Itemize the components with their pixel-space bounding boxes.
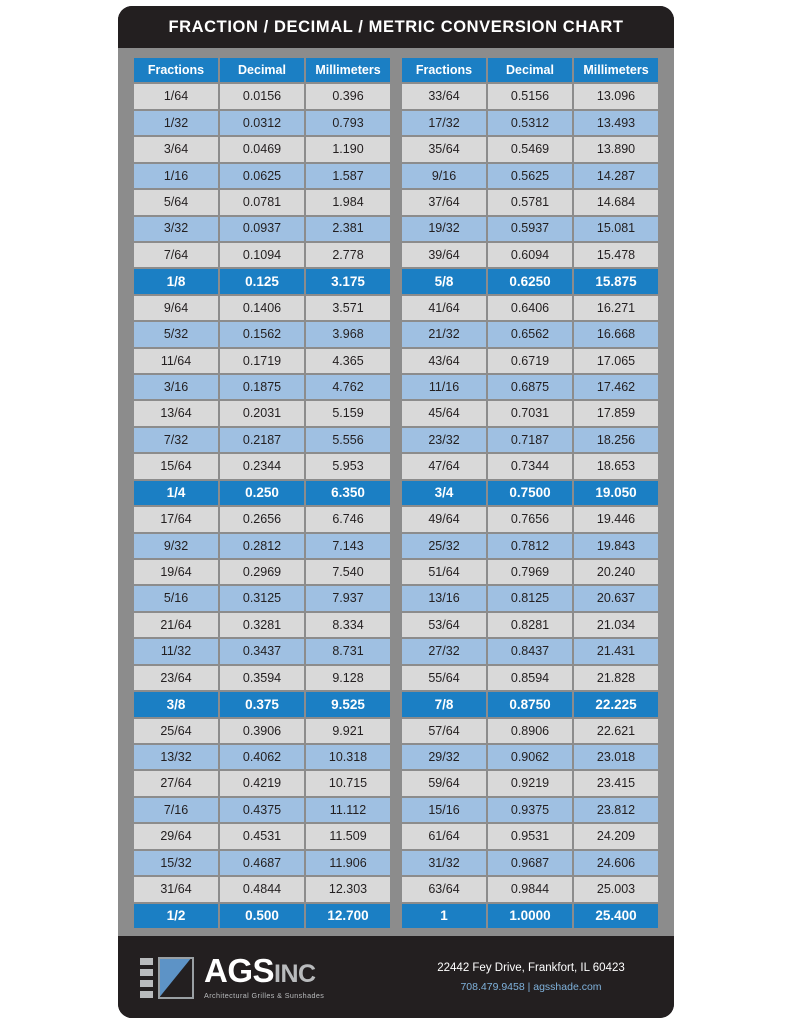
fraction-cell: 43/64 (402, 349, 486, 373)
decimal-cell: 0.7969 (488, 560, 572, 584)
fraction-cell: 59/64 (402, 771, 486, 795)
millimeter-cell: 0.793 (306, 111, 390, 135)
company-logo (140, 954, 400, 1000)
decimal-cell: 0.1562 (220, 322, 304, 346)
fraction-cell: 11/32 (134, 639, 218, 663)
fraction-cell: 19/32 (402, 217, 486, 241)
table-row (134, 375, 390, 399)
fraction-cell: 23/64 (134, 666, 218, 690)
millimeter-cell: 6.746 (306, 507, 390, 531)
millimeter-cell: 19.050 (574, 481, 658, 505)
decimal-cell: 0.250 (220, 481, 304, 505)
table-row (134, 296, 390, 320)
fraction-cell: 9/32 (134, 534, 218, 558)
millimeter-cell: 25.003 (574, 877, 658, 901)
table-row (134, 851, 390, 875)
table-header-row (134, 58, 390, 82)
millimeter-cell: 6.350 (306, 481, 390, 505)
table-row (402, 111, 658, 135)
fraction-cell: 7/64 (134, 243, 218, 267)
millimeter-cell: 9.128 (306, 666, 390, 690)
fraction-cell: 5/64 (134, 190, 218, 214)
column-header: Fractions (402, 58, 486, 82)
ags-logo-icon (140, 954, 196, 1000)
millimeter-cell: 16.271 (574, 296, 658, 320)
decimal-cell: 0.4844 (220, 877, 304, 901)
table-row (134, 269, 390, 293)
table-row (402, 745, 658, 769)
millimeter-cell: 14.684 (574, 190, 658, 214)
millimeter-cell: 18.653 (574, 454, 658, 478)
table-row (402, 666, 658, 690)
fraction-cell: 7/32 (134, 428, 218, 452)
decimal-cell: 0.125 (220, 269, 304, 293)
fraction-cell: 33/64 (402, 84, 486, 108)
decimal-cell: 0.0781 (220, 190, 304, 214)
column-header: Millimeters (306, 58, 390, 82)
millimeter-cell: 25.400 (574, 904, 658, 928)
fraction-cell: 15/64 (134, 454, 218, 478)
decimal-cell: 0.2969 (220, 560, 304, 584)
table-row (402, 824, 658, 848)
title-bar (118, 6, 674, 48)
decimal-cell: 0.4687 (220, 851, 304, 875)
left-table (134, 58, 390, 928)
table-row (402, 243, 658, 267)
decimal-cell: 0.5781 (488, 190, 572, 214)
decimal-cell: 0.6875 (488, 375, 572, 399)
decimal-cell: 0.7500 (488, 481, 572, 505)
decimal-cell: 0.1094 (220, 243, 304, 267)
table-row (402, 269, 658, 293)
fraction-cell: 15/16 (402, 798, 486, 822)
fraction-cell: 63/64 (402, 877, 486, 901)
millimeter-cell: 2.778 (306, 243, 390, 267)
decimal-cell: 0.9375 (488, 798, 572, 822)
decimal-cell: 0.9219 (488, 771, 572, 795)
millimeter-cell: 20.637 (574, 586, 658, 610)
table-row (134, 190, 390, 214)
millimeter-cell: 11.509 (306, 824, 390, 848)
millimeter-cell: 11.112 (306, 798, 390, 822)
millimeter-cell: 17.462 (574, 375, 658, 399)
table-row (402, 877, 658, 901)
table-row (402, 771, 658, 795)
decimal-cell: 0.6250 (488, 269, 572, 293)
fraction-cell: 45/64 (402, 401, 486, 425)
fraction-cell: 29/32 (402, 745, 486, 769)
logo-inc-text: INC (274, 960, 316, 988)
table-row (134, 243, 390, 267)
decimal-cell: 0.7187 (488, 428, 572, 452)
fraction-cell: 39/64 (402, 243, 486, 267)
millimeter-cell: 20.240 (574, 560, 658, 584)
decimal-cell: 0.5937 (488, 217, 572, 241)
logo-tagline: Architectural Grilles & Sunshades (204, 991, 325, 1000)
table-row (134, 84, 390, 108)
millimeter-cell: 8.731 (306, 639, 390, 663)
table-row (134, 322, 390, 346)
fraction-cell: 55/64 (402, 666, 486, 690)
fraction-cell: 11/16 (402, 375, 486, 399)
millimeter-cell: 21.828 (574, 666, 658, 690)
millimeter-cell: 23.812 (574, 798, 658, 822)
decimal-cell: 0.6719 (488, 349, 572, 373)
millimeter-cell: 24.606 (574, 851, 658, 875)
table-row (134, 481, 390, 505)
millimeter-cell: 13.493 (574, 111, 658, 135)
millimeter-cell: 18.256 (574, 428, 658, 452)
millimeter-cell: 3.175 (306, 269, 390, 293)
table-row (402, 190, 658, 214)
millimeter-cell: 4.365 (306, 349, 390, 373)
decimal-cell: 0.9062 (488, 745, 572, 769)
fraction-cell: 13/64 (134, 401, 218, 425)
millimeter-cell: 10.715 (306, 771, 390, 795)
fraction-cell: 3/8 (134, 692, 218, 716)
millimeter-cell: 14.287 (574, 164, 658, 188)
millimeter-cell: 12.700 (306, 904, 390, 928)
fraction-cell: 47/64 (402, 454, 486, 478)
fraction-cell: 5/8 (402, 269, 486, 293)
fraction-cell: 3/32 (134, 217, 218, 241)
table-row (134, 534, 390, 558)
fraction-cell: 23/32 (402, 428, 486, 452)
decimal-cell: 0.7656 (488, 507, 572, 531)
fraction-cell: 49/64 (402, 507, 486, 531)
decimal-cell: 0.3437 (220, 639, 304, 663)
millimeter-cell: 1.190 (306, 137, 390, 161)
millimeter-cell: 15.081 (574, 217, 658, 241)
decimal-cell: 0.1719 (220, 349, 304, 373)
millimeter-cell: 12.303 (306, 877, 390, 901)
millimeter-cell: 4.762 (306, 375, 390, 399)
column-header: Millimeters (574, 58, 658, 82)
fraction-cell: 3/4 (402, 481, 486, 505)
table-row (134, 454, 390, 478)
decimal-cell: 0.9687 (488, 851, 572, 875)
column-header: Decimal (220, 58, 304, 82)
table-row (402, 428, 658, 452)
decimal-cell: 0.9531 (488, 824, 572, 848)
column-header: Fractions (134, 58, 218, 82)
millimeter-cell: 2.381 (306, 217, 390, 241)
millimeter-cell: 21.034 (574, 613, 658, 637)
decimal-cell: 0.2656 (220, 507, 304, 531)
table-row (402, 613, 658, 637)
millimeter-cell: 9.525 (306, 692, 390, 716)
decimal-cell: 0.0156 (220, 84, 304, 108)
table-row (402, 507, 658, 531)
millimeter-cell: 15.478 (574, 243, 658, 267)
fraction-cell: 3/64 (134, 137, 218, 161)
decimal-cell: 0.0937 (220, 217, 304, 241)
table-row (402, 296, 658, 320)
millimeter-cell: 1.984 (306, 190, 390, 214)
decimal-cell: 0.0625 (220, 164, 304, 188)
fraction-cell: 51/64 (402, 560, 486, 584)
decimal-cell: 0.375 (220, 692, 304, 716)
decimal-cell: 0.8750 (488, 692, 572, 716)
table-row (134, 824, 390, 848)
fraction-cell: 27/64 (134, 771, 218, 795)
decimal-cell: 0.6094 (488, 243, 572, 267)
table-row (402, 401, 658, 425)
fraction-cell: 5/32 (134, 322, 218, 346)
millimeter-cell: 5.159 (306, 401, 390, 425)
decimal-cell: 0.5312 (488, 111, 572, 135)
millimeter-cell: 8.334 (306, 613, 390, 637)
decimal-cell: 0.7344 (488, 454, 572, 478)
table-row (402, 560, 658, 584)
table-row (402, 851, 658, 875)
logo-text (204, 954, 324, 1000)
decimal-cell: 0.3906 (220, 719, 304, 743)
fraction-cell: 57/64 (402, 719, 486, 743)
fraction-cell: 53/64 (402, 613, 486, 637)
table-row (134, 560, 390, 584)
table-row (402, 375, 658, 399)
millimeter-cell: 17.065 (574, 349, 658, 373)
millimeter-cell: 22.621 (574, 719, 658, 743)
decimal-cell: 0.4219 (220, 771, 304, 795)
table-row (134, 164, 390, 188)
decimal-cell: 0.3594 (220, 666, 304, 690)
column-header: Decimal (488, 58, 572, 82)
logo-main-text: AGS (204, 952, 275, 989)
decimal-cell: 0.2187 (220, 428, 304, 452)
millimeter-cell: 0.396 (306, 84, 390, 108)
millimeter-cell: 7.937 (306, 586, 390, 610)
decimal-cell: 0.2031 (220, 401, 304, 425)
fraction-cell: 1/32 (134, 111, 218, 135)
table-row (134, 507, 390, 531)
decimal-cell: 0.6562 (488, 322, 572, 346)
decimal-cell: 0.3281 (220, 613, 304, 637)
decimal-cell: 1.0000 (488, 904, 572, 928)
millimeter-cell: 7.143 (306, 534, 390, 558)
logo-wordmark (204, 954, 324, 987)
fraction-cell: 19/64 (134, 560, 218, 584)
table-row (402, 586, 658, 610)
decimal-cell: 0.4531 (220, 824, 304, 848)
decimal-cell: 0.1875 (220, 375, 304, 399)
fraction-cell: 1/16 (134, 164, 218, 188)
millimeter-cell: 7.540 (306, 560, 390, 584)
decimal-cell: 0.8437 (488, 639, 572, 663)
decimal-cell: 0.500 (220, 904, 304, 928)
fraction-cell: 37/64 (402, 190, 486, 214)
tables-area (118, 48, 674, 936)
table-row (134, 586, 390, 610)
millimeter-cell: 1.587 (306, 164, 390, 188)
table-row (134, 217, 390, 241)
fraction-cell: 61/64 (402, 824, 486, 848)
table-row (402, 639, 658, 663)
fraction-cell: 29/64 (134, 824, 218, 848)
table-row (402, 217, 658, 241)
fraction-cell: 1/2 (134, 904, 218, 928)
millimeter-cell: 3.571 (306, 296, 390, 320)
table-row (134, 719, 390, 743)
table-row (402, 798, 658, 822)
fraction-cell: 1/64 (134, 84, 218, 108)
address-line: 22442 Fey Drive, Frankfort, IL 60423 (437, 961, 625, 974)
table-row (134, 666, 390, 690)
fraction-cell: 5/16 (134, 586, 218, 610)
fraction-cell: 35/64 (402, 137, 486, 161)
fraction-cell: 41/64 (402, 296, 486, 320)
fraction-cell: 15/32 (134, 851, 218, 875)
table-row (402, 164, 658, 188)
table-row (402, 454, 658, 478)
decimal-cell: 0.4062 (220, 745, 304, 769)
table-row (402, 719, 658, 743)
table-row (402, 137, 658, 161)
fraction-cell: 13/32 (134, 745, 218, 769)
millimeter-cell: 5.556 (306, 428, 390, 452)
millimeter-cell: 5.953 (306, 454, 390, 478)
table-row (134, 349, 390, 373)
table-row (134, 111, 390, 135)
decimal-cell: 0.5469 (488, 137, 572, 161)
conversion-chart-card (118, 6, 674, 1018)
decimal-cell: 0.8906 (488, 719, 572, 743)
table-row (402, 84, 658, 108)
fraction-cell: 27/32 (402, 639, 486, 663)
table-row (134, 401, 390, 425)
table-row (134, 798, 390, 822)
table-row (134, 639, 390, 663)
millimeter-cell: 13.890 (574, 137, 658, 161)
decimal-cell: 0.5156 (488, 84, 572, 108)
table-row (402, 481, 658, 505)
millimeter-cell: 15.875 (574, 269, 658, 293)
decimal-cell: 0.9844 (488, 877, 572, 901)
fraction-cell: 17/64 (134, 507, 218, 531)
decimal-cell: 0.8125 (488, 586, 572, 610)
decimal-cell: 0.5625 (488, 164, 572, 188)
decimal-cell: 0.0469 (220, 137, 304, 161)
table-row (402, 534, 658, 558)
page-title: FRACTION / DECIMAL / METRIC CONVERSION CHART (168, 17, 624, 36)
footer (118, 936, 674, 1018)
millimeter-cell: 9.921 (306, 719, 390, 743)
fraction-cell: 17/32 (402, 111, 486, 135)
right-table (402, 58, 658, 928)
decimal-cell: 0.1406 (220, 296, 304, 320)
millimeter-cell: 11.906 (306, 851, 390, 875)
millimeter-cell: 19.446 (574, 507, 658, 531)
phone-website-line: 708.479.9458 | agsshade.com (460, 980, 602, 993)
table-row (134, 877, 390, 901)
table-row (134, 428, 390, 452)
table-row (134, 771, 390, 795)
millimeter-cell: 22.225 (574, 692, 658, 716)
fraction-cell: 9/64 (134, 296, 218, 320)
table-row (402, 349, 658, 373)
fraction-cell: 21/32 (402, 322, 486, 346)
fraction-cell: 25/64 (134, 719, 218, 743)
millimeter-cell: 24.209 (574, 824, 658, 848)
fraction-cell: 1 (402, 904, 486, 928)
millimeter-cell: 19.843 (574, 534, 658, 558)
decimal-cell: 0.0312 (220, 111, 304, 135)
fraction-cell: 13/16 (402, 586, 486, 610)
fraction-cell: 1/8 (134, 269, 218, 293)
millimeter-cell: 16.668 (574, 322, 658, 346)
contact-info (400, 958, 652, 997)
decimal-cell: 0.8594 (488, 666, 572, 690)
millimeter-cell: 23.415 (574, 771, 658, 795)
millimeter-cell: 21.431 (574, 639, 658, 663)
millimeter-cell: 10.318 (306, 745, 390, 769)
table-row (134, 137, 390, 161)
fraction-cell: 7/16 (134, 798, 218, 822)
table-row (134, 692, 390, 716)
decimal-cell: 0.7812 (488, 534, 572, 558)
millimeter-cell: 17.859 (574, 401, 658, 425)
decimal-cell: 0.2344 (220, 454, 304, 478)
decimal-cell: 0.2812 (220, 534, 304, 558)
fraction-cell: 9/16 (402, 164, 486, 188)
millimeter-cell: 23.018 (574, 745, 658, 769)
table-row (402, 692, 658, 716)
fraction-cell: 3/16 (134, 375, 218, 399)
fraction-cell: 11/64 (134, 349, 218, 373)
fraction-cell: 31/64 (134, 877, 218, 901)
fraction-cell: 25/32 (402, 534, 486, 558)
table-row (134, 745, 390, 769)
decimal-cell: 0.8281 (488, 613, 572, 637)
decimal-cell: 0.4375 (220, 798, 304, 822)
table-header-row (402, 58, 658, 82)
fraction-cell: 1/4 (134, 481, 218, 505)
fraction-cell: 7/8 (402, 692, 486, 716)
table-row (402, 322, 658, 346)
table-row (134, 904, 390, 928)
fraction-cell: 21/64 (134, 613, 218, 637)
decimal-cell: 0.7031 (488, 401, 572, 425)
table-row (134, 613, 390, 637)
fraction-cell: 31/32 (402, 851, 486, 875)
table-row (402, 904, 658, 928)
millimeter-cell: 3.968 (306, 322, 390, 346)
millimeter-cell: 13.096 (574, 84, 658, 108)
decimal-cell: 0.3125 (220, 586, 304, 610)
decimal-cell: 0.6406 (488, 296, 572, 320)
